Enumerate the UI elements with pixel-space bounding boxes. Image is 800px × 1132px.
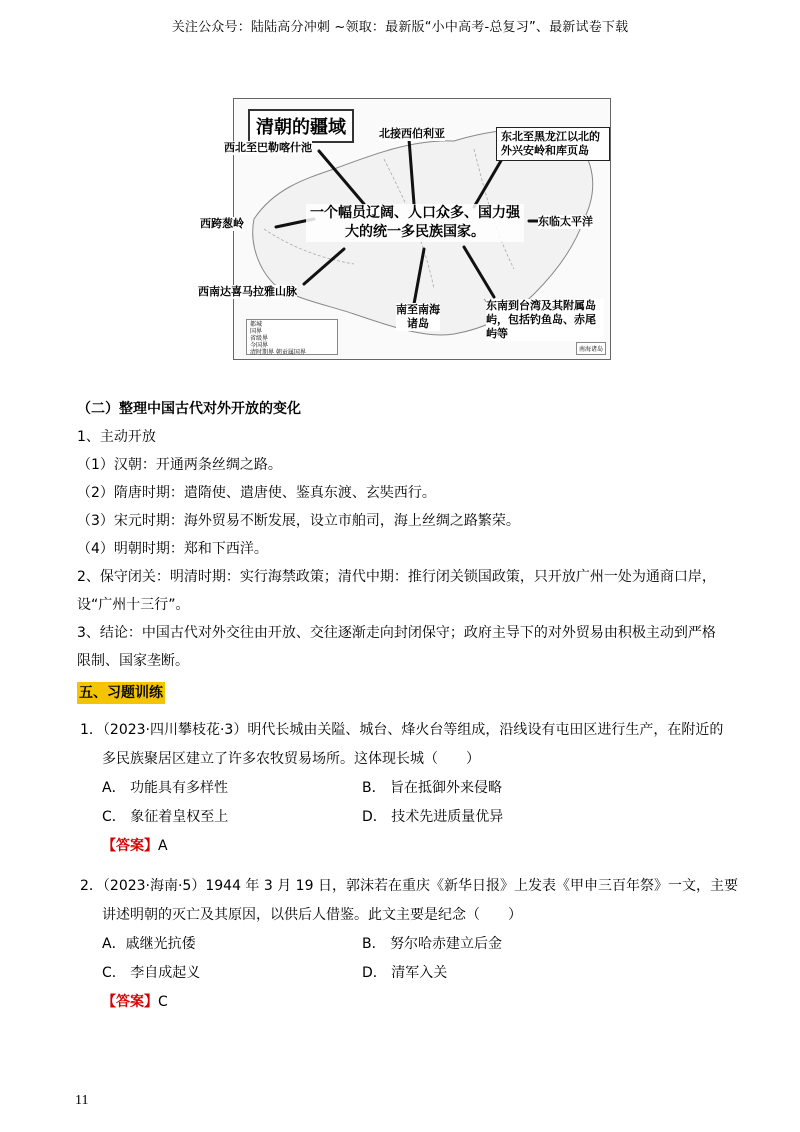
map-title: 清朝的疆域 <box>248 109 354 143</box>
options-row <box>80 959 740 988</box>
label-west: 西跨葱岭 <box>200 217 244 230</box>
legend-item: 都城 <box>250 321 263 328</box>
answer-line <box>80 832 740 861</box>
option-b: B． 旨在抵御外来侵略 <box>362 780 503 796</box>
question-text: 讲述明朝的灭亡及其原因，以供后人借鉴。此文主要是纪念（ ） <box>102 907 522 923</box>
page-header: 关注公众号：陆陆高分冲刺 ~领取：最新版“小中高考-总复习”、最新试卷下载 <box>171 20 629 35</box>
paragraph-line: 设“广州十三行”。 <box>77 597 190 613</box>
section-opening-changes <box>77 395 727 675</box>
paragraph-line: （2）隋唐时期：遣隋使、遣唐使、鉴真东渡、玄奘西行。 <box>77 485 436 501</box>
paragraph-line: 1、主动开放 <box>77 429 156 445</box>
option-d: D． 技术先进质量优异 <box>362 809 504 825</box>
question-text: 2．（2023·海南·5）1944 年 3 月 19 日，郭沫若在重庆《新华日报》上发表《甲申三百年祭》一文，主要 <box>80 878 738 894</box>
answer-label: 【答案】 <box>102 994 158 1010</box>
map-legend <box>246 319 338 355</box>
question-text: 多民族聚居区建立了许多农牧贸易场所。这体现长城（ ） <box>102 751 480 767</box>
label-southwest: 西南达喜马拉雅山脉 <box>198 285 297 298</box>
map-center-text: 一个幅员辽阔、人口众多、国力强大的统一多民族国家。 <box>306 204 524 242</box>
paragraph-line: 2、保守闭关：明清时期：实行海禁政策；清代中期：推行闭关锁国政策，只开放广州一处为通商口岸， <box>77 569 716 585</box>
map-inset-label: 南海诸岛 <box>576 342 606 355</box>
label-south: 南至南海诸岛 <box>396 303 440 330</box>
legend-item: 省级界 <box>250 335 269 342</box>
section-heading: （二）整理中国古代对外开放的变化 <box>77 401 301 417</box>
label-north: 北接西伯利亚 <box>379 127 445 140</box>
label-northeast: 东北至黑龙江以北的外兴安岭和库页岛 <box>496 127 610 161</box>
legend-item: 清时期界 朝贡属国界 <box>250 349 306 356</box>
question-1 <box>80 716 740 861</box>
answer-value: A <box>158 838 168 854</box>
options-row <box>80 930 740 959</box>
option-a: A． 功能具有多样性 <box>102 780 229 796</box>
options-row <box>80 774 740 803</box>
paragraph-line: （4）明朝时期：郑和下西洋。 <box>77 541 268 557</box>
page-number: 11 <box>75 1093 89 1108</box>
paragraph-line: 3、结论：中国古代对外交往由开放、交往逐渐走向封闭保守；政府主导下的对外贸易由积极主动到严格 <box>77 625 716 641</box>
paragraph-line: （3）宋元时期：海外贸易不断发展，设立市舶司，海上丝绸之路繁荣。 <box>77 513 520 529</box>
answer-value: C <box>158 994 168 1010</box>
option-d: D． 清军入关 <box>362 965 448 981</box>
label-northwest: 西北至巴勒喀什池 <box>224 141 312 154</box>
option-a: A．戚继光抗倭 <box>102 936 196 952</box>
option-b: B． 努尔哈赤建立后金 <box>362 936 503 952</box>
qing-territory-map <box>198 98 611 360</box>
exercise-section-title: 五、习题训练 <box>77 682 165 704</box>
label-east: 东临太平洋 <box>538 215 593 228</box>
question-2 <box>80 872 740 1017</box>
paragraph-line: 限制、国家垄断。 <box>77 653 189 669</box>
option-c: C． 李自成起义 <box>102 965 201 981</box>
options-row <box>80 803 740 832</box>
option-c: C． 象征着皇权至上 <box>102 809 229 825</box>
legend-item: 国界 <box>250 328 263 335</box>
answer-label: 【答案】 <box>102 838 158 854</box>
answer-line <box>80 988 740 1017</box>
label-southeast: 东南到台湾及其附属岛屿，包括钓鱼岛、赤尾屿等 <box>486 299 604 341</box>
legend-item: 今国界 <box>250 342 269 349</box>
paragraph-line: （1）汉朝：开通两条丝绸之路。 <box>77 457 282 473</box>
question-text: 1．（2023·四川攀枝花·3）明代长城由关隘、城台、烽火台等组成，沿线设有屯田区进行生产，在附近的 <box>80 722 724 738</box>
